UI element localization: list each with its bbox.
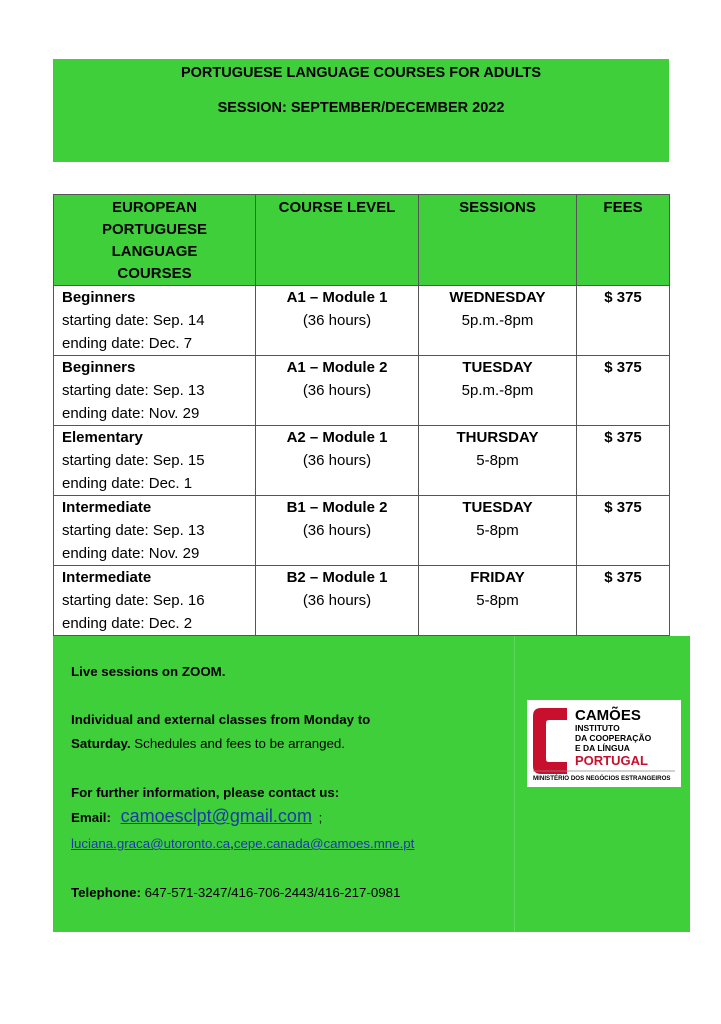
- course-cell: [54, 286, 256, 356]
- individual-classes-text-2: [71, 736, 345, 751]
- module-name: A1 – Module 2: [286, 359, 388, 376]
- end-date: ending date: Dec. 2: [62, 615, 193, 632]
- module-cell: [256, 566, 419, 636]
- module-name: B2 – Module 1: [286, 569, 388, 586]
- telephone-label: Telephone:: [71, 885, 141, 900]
- module-hours: (36 hours): [302, 592, 372, 609]
- course-level-name: Beginners: [62, 289, 136, 306]
- fee-value: $ 375: [604, 429, 642, 446]
- start-date: starting date: Sep. 14: [62, 312, 205, 329]
- email-separator: ;: [318, 810, 323, 825]
- start-date: starting date: Sep. 13: [62, 522, 205, 539]
- logo-line3: E DA LÍNGUA: [575, 743, 630, 753]
- table-row: [54, 356, 670, 426]
- start-date: starting date: Sep. 16: [62, 592, 205, 609]
- table-header-row: [54, 195, 670, 286]
- fee-value: $ 375: [604, 499, 642, 516]
- saturday-text: Saturday.: [71, 736, 131, 751]
- table-row: [54, 496, 670, 566]
- session-time: 5-8pm: [476, 592, 519, 609]
- email-link-main[interactable]: camoesclpt@gmail.com: [120, 806, 312, 826]
- contact-heading: For further information, please contact us:: [71, 785, 340, 800]
- fee-cell: [577, 496, 670, 566]
- course-cell: [54, 566, 256, 636]
- header-banner: [53, 59, 669, 162]
- session-cell: [419, 286, 577, 356]
- session-time: 5p.m.-8pm: [461, 382, 534, 399]
- session-time: 5p.m.-8pm: [461, 312, 534, 329]
- end-date: ending date: Nov. 29: [62, 405, 200, 422]
- individual-classes-text: Individual and external classes from Monday to: [71, 712, 371, 727]
- logo-line2: DA COOPERAÇÃO: [575, 733, 652, 743]
- email-line-2: [71, 836, 414, 851]
- session-day: TUESDAY: [462, 359, 533, 376]
- start-date: starting date: Sep. 15: [62, 452, 205, 469]
- end-date: ending date: Dec. 1: [62, 475, 193, 492]
- course-level-name: Intermediate: [62, 499, 152, 516]
- logo-ministry: MINISTÉRIO DOS NEGÓCIOS ESTRANGEIROS: [533, 775, 671, 782]
- camoes-logo-graphic: [527, 700, 681, 787]
- fee-value: $ 375: [604, 569, 642, 586]
- header-courses: EUROPEAN PORTUGUESE LANGUAGE COURSES: [54, 195, 256, 286]
- telephone-line: [71, 885, 400, 900]
- fee-cell: [577, 426, 670, 496]
- courses-table: [53, 194, 670, 636]
- module-hours: (36 hours): [302, 452, 372, 469]
- logo-country: PORTUGAL: [575, 753, 648, 768]
- session-day: WEDNESDAY: [449, 289, 546, 306]
- header-sessions: SESSIONS: [419, 195, 577, 286]
- course-cell: [54, 426, 256, 496]
- email-label: Email:: [71, 810, 111, 825]
- email-link-luciana[interactable]: luciana.graca@utoronto.ca: [71, 836, 231, 851]
- session-day: FRIDAY: [470, 569, 525, 586]
- session-cell: [419, 356, 577, 426]
- session-time: 5-8pm: [476, 452, 519, 469]
- info-panel: [53, 636, 690, 932]
- module-cell: [256, 356, 419, 426]
- course-cell: [54, 496, 256, 566]
- course-cell: [54, 356, 256, 426]
- camoes-logo: [527, 700, 681, 787]
- header-fees: FEES: [577, 195, 670, 286]
- live-sessions-text: Live sessions on ZOOM.: [71, 664, 226, 679]
- session-day: THURSDAY: [456, 429, 539, 446]
- end-date: ending date: Nov. 29: [62, 545, 200, 562]
- logo-line1: INSTITUTO: [575, 723, 620, 733]
- course-level-name: Beginners: [62, 359, 136, 376]
- session-cell: [419, 426, 577, 496]
- session-cell: [419, 566, 577, 636]
- header-course-level: COURSE LEVEL: [256, 195, 419, 286]
- table-row: [54, 426, 670, 496]
- module-name: B1 – Module 2: [286, 499, 388, 516]
- module-hours: (36 hours): [302, 312, 372, 329]
- end-date: ending date: Dec. 7: [62, 335, 193, 352]
- start-date: starting date: Sep. 13: [62, 382, 205, 399]
- module-cell: [256, 496, 419, 566]
- email-line: [71, 806, 322, 827]
- session-day: TUESDAY: [462, 499, 533, 516]
- page-title: PORTUGUESE LANGUAGE COURSES FOR ADULTS: [180, 65, 542, 81]
- table-row: [54, 286, 670, 356]
- fee-value: $ 375: [604, 289, 642, 306]
- course-level-name: Intermediate: [62, 569, 152, 586]
- fee-value: $ 375: [604, 359, 642, 376]
- email-comma: ,: [230, 836, 234, 851]
- module-cell: [256, 426, 419, 496]
- fee-cell: [577, 566, 670, 636]
- session-time: 5-8pm: [476, 522, 519, 539]
- course-level-name: Elementary: [62, 429, 143, 446]
- fee-cell: [577, 356, 670, 426]
- module-name: A1 – Module 1: [286, 289, 388, 306]
- module-name: A2 – Module 1: [286, 429, 388, 446]
- email-link-cepe[interactable]: cepe.canada@camoes.mne.pt: [233, 836, 415, 851]
- fee-cell: [577, 286, 670, 356]
- module-hours: (36 hours): [302, 382, 372, 399]
- module-cell: [256, 286, 419, 356]
- logo-name: CAMÕES: [575, 707, 641, 724]
- session-cell: [419, 496, 577, 566]
- panel-divider: [514, 636, 515, 932]
- telephone-numbers: 647-571-3247/416-706-2443/416-217-0981: [140, 885, 401, 900]
- session-title: SESSION: SEPTEMBER/DECEMBER 2022: [217, 100, 505, 116]
- camoes-c-symbol: [533, 708, 567, 774]
- schedules-text: Schedules and fees to be arranged.: [130, 736, 345, 751]
- module-hours: (36 hours): [302, 522, 372, 539]
- table-row: [54, 566, 670, 636]
